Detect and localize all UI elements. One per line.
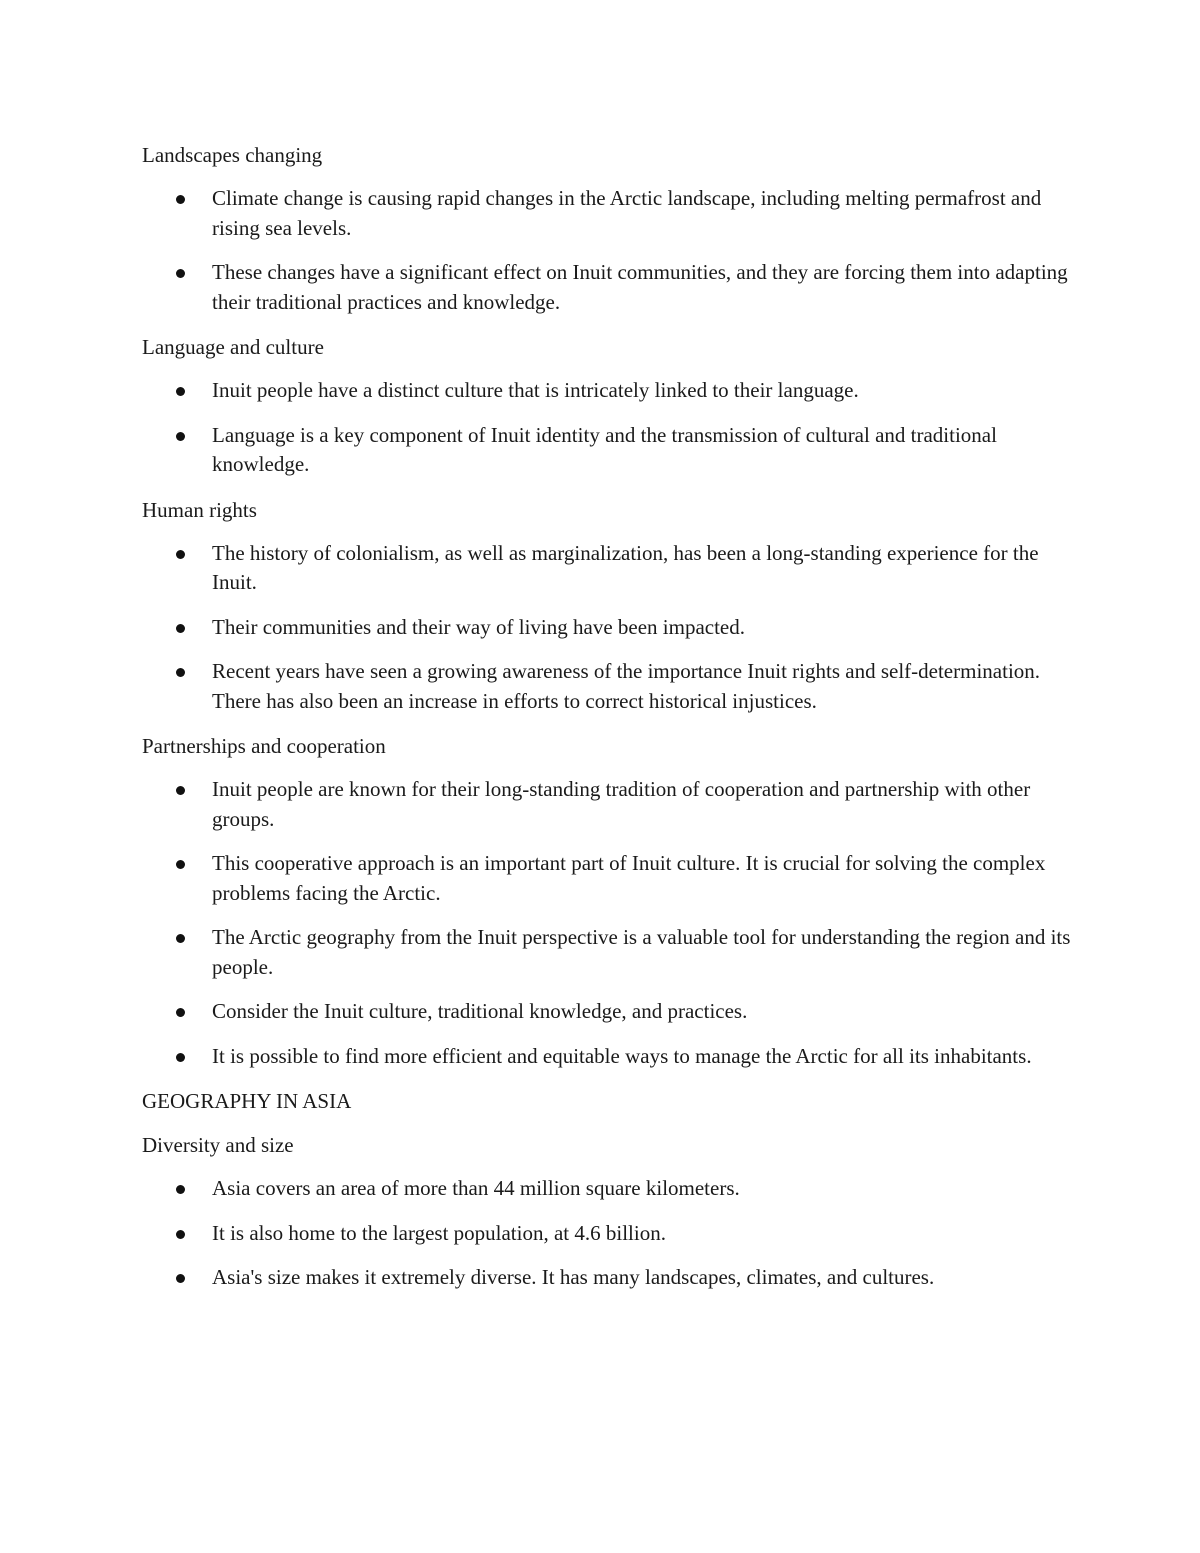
list-item	[142, 923, 1082, 982]
bullet-icon	[176, 550, 185, 559]
list-item-text: Inuit people have a distinct culture that is intricately linked to their language.	[212, 378, 859, 402]
list-item-text: It is possible to find more efficient and equitable ways to manage the Arctic for all its inhabitants.	[212, 1043, 1032, 1068]
list-item-text: Climate change is causing rapid changes in the Arctic landscape, including melting permafrost and rising sea levels.	[212, 186, 1042, 240]
section-landscapes-changing	[142, 140, 1082, 317]
list-item-text: The history of colonialism, as well as marginalization, has been a long-standing experience for the Inuit.	[212, 540, 1039, 594]
list-item	[142, 539, 1082, 598]
bullet-icon	[176, 195, 185, 204]
list-item	[142, 1174, 1082, 1204]
bullet-icon	[176, 786, 185, 795]
list-item	[142, 657, 1082, 716]
bullet-icon	[176, 1185, 185, 1194]
section-heading: Language and culture	[142, 335, 324, 359]
bullet-icon	[176, 387, 185, 396]
bullet-list	[142, 775, 1082, 1071]
list-item	[142, 1263, 1082, 1293]
list-item	[142, 184, 1082, 243]
section-heading: Partnerships and cooperation	[142, 734, 386, 758]
bullet-icon	[176, 432, 185, 441]
bullet-list	[142, 376, 1082, 480]
bullet-list	[142, 1174, 1082, 1293]
list-item-text: Asia's size makes it extremely diverse. It has many landscapes, climates, and cultures.	[212, 1265, 935, 1289]
list-item-text: Recent years have seen a growing awareness of the importance Inuit rights and self-determination. There has also been an increase in efforts to correct historical injustices.	[212, 659, 1041, 713]
list-item-text: These changes have a significant effect on Inuit communities, and they are forcing them into adapting their traditional practices and knowledge.	[212, 260, 1068, 314]
list-item	[142, 849, 1082, 908]
list-item-text: It is also home to the largest population, at 4.6 billion.	[212, 1220, 666, 1245]
list-item	[142, 376, 1082, 406]
section-heading: Landscapes changing	[142, 143, 323, 167]
list-item-text: This cooperative approach is an important part of Inuit culture. It is crucial for solving the complex problems facing the Arctic.	[212, 851, 1046, 905]
list-item-text: Consider the Inuit culture, traditional knowledge, and practices.	[212, 999, 748, 1023]
section-language-and-culture	[142, 332, 1082, 480]
bullet-icon	[176, 668, 185, 677]
bullet-list	[142, 184, 1082, 317]
list-item-text: Inuit people are known for their long-standing tradition of cooperation and partnership with other groups.	[212, 777, 1031, 831]
list-item	[142, 421, 1082, 480]
list-item	[142, 1042, 1082, 1072]
section-human-rights	[142, 495, 1082, 717]
section-heading: Diversity and size	[142, 1133, 294, 1157]
bullet-icon	[176, 1274, 185, 1283]
list-item-text: Language is a key component of Inuit identity and the transmission of cultural and traditional knowledge.	[212, 422, 997, 476]
section-diversity-and-size	[142, 1130, 1082, 1293]
bullet-icon	[176, 269, 185, 278]
list-item	[142, 775, 1082, 834]
list-item-text: The Arctic geography from the Inuit perspective is a valuable tool for understanding the region and its people.	[212, 925, 1071, 979]
bullet-list	[142, 539, 1082, 717]
bullet-icon	[176, 1230, 185, 1239]
page-title-geography-in-asia: GEOGRAPHY IN ASIA	[142, 1089, 352, 1113]
list-item-text: Asia covers an area of more than 44 million square kilometers.	[212, 1176, 740, 1200]
list-item	[142, 1219, 1082, 1249]
list-item-text: Their communities and their way of living have been impacted.	[212, 614, 745, 639]
section-partnerships-and-cooperation	[142, 731, 1082, 1071]
list-item	[142, 258, 1082, 317]
section-heading: Human rights	[142, 497, 257, 522]
bullet-icon	[176, 1053, 185, 1062]
bullet-icon	[176, 860, 185, 869]
bullet-icon	[176, 1008, 185, 1017]
bullet-icon	[176, 934, 185, 943]
list-item	[142, 997, 1082, 1027]
document-page	[142, 140, 1082, 1308]
bullet-icon	[176, 624, 185, 633]
list-item	[142, 613, 1082, 643]
